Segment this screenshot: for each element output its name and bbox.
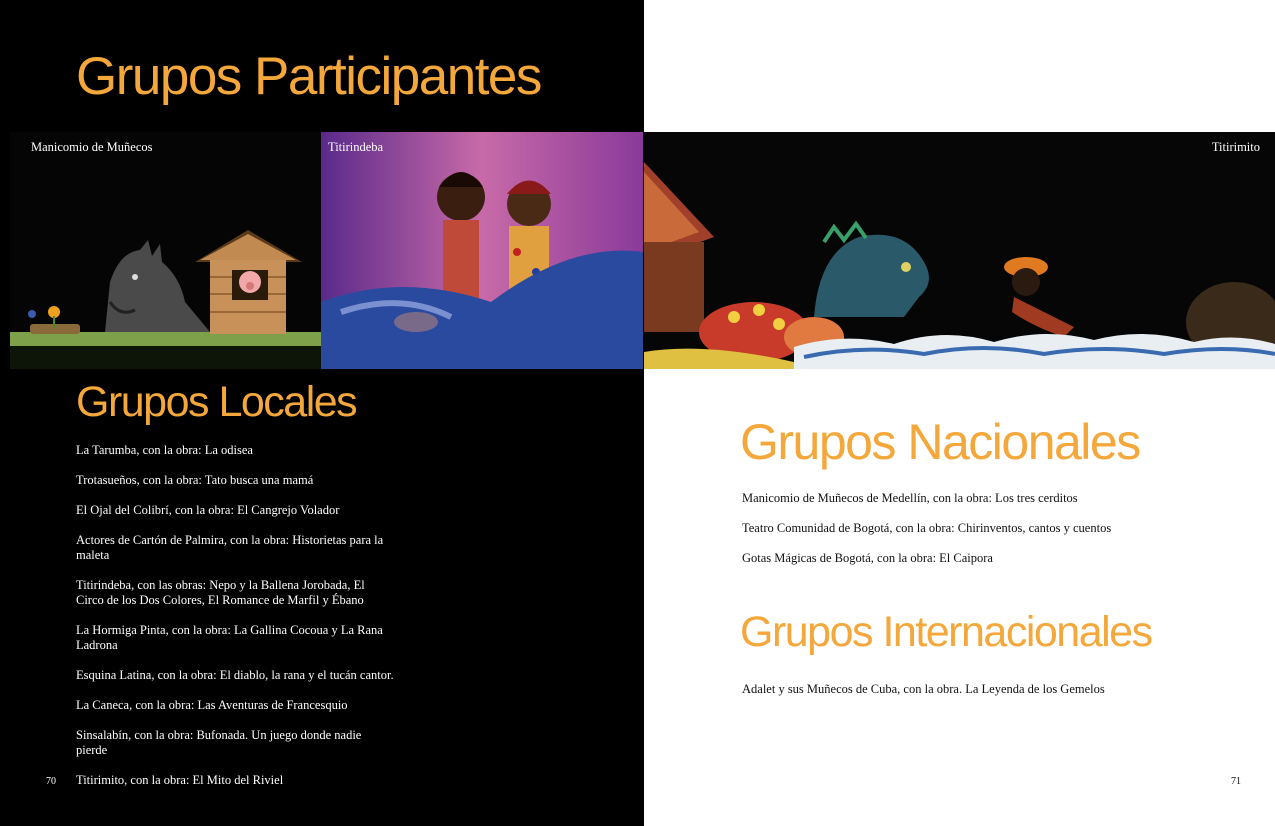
list-item: Manicomio de Muñecos de Medellín, con la obra: Los tres cerditos xyxy=(742,491,1078,505)
section-title-locales: Grupos Locales xyxy=(76,378,357,426)
section-title-internacionales: Grupos Internacionales xyxy=(740,608,1152,656)
list-item: Titirindeba, con las obras: Nepo y la Ballena Jorobada, El Circo de los Dos Colores, El Romance de Marfil y Ébano xyxy=(76,578,365,607)
section-title-nacionales: Grupos Nacionales xyxy=(740,414,1140,470)
photo-caption: Manicomio de Muñecos xyxy=(31,140,153,154)
photo-manicomio-de-munecos xyxy=(10,132,321,369)
list-item: Esquina Latina, con la obra: El diablo, la rana y el tucán cantor. xyxy=(76,668,394,682)
page-title: Grupos Participantes xyxy=(76,47,541,106)
list-item: La Caneca, con la obra: Las Aventuras de Francesquio xyxy=(76,698,348,712)
list-item: Titirimito, con la obra: El Mito del Riviel xyxy=(76,773,284,787)
list-item: Sinsalabín, con la obra: Bufonada. Un juego donde nadie pierde xyxy=(76,728,362,757)
page-number-left: 70 xyxy=(46,776,56,787)
page-number-right: 71 xyxy=(1231,776,1241,787)
list-item: Gotas Mágicas de Bogotá, con la obra: El Caipora xyxy=(742,551,993,565)
photo-caption: Titirimito xyxy=(1211,140,1260,154)
puppet-river-scene-image xyxy=(644,132,1275,369)
photo-titirimito xyxy=(644,132,1275,369)
photo-titirindeba xyxy=(321,132,643,369)
list-item: El Ojal del Colibrí, con la obra: El Cangrejo Volador xyxy=(76,503,340,517)
puppet-couple-image xyxy=(321,132,643,369)
list-item: Adalet y sus Muñecos de Cuba, con la obra. La Leyenda de los Gemelos xyxy=(742,682,1105,696)
photo-caption: Titirindeba xyxy=(328,140,384,154)
puppet-wolf-pig-image xyxy=(10,132,321,369)
list-item: Trotasueños, con la obra: Tato busca una mamá xyxy=(76,473,314,487)
right-page xyxy=(644,0,1275,826)
nacionales-list xyxy=(742,491,1202,581)
internacionales-list xyxy=(742,682,1202,697)
list-item: Teatro Comunidad de Bogotá, con la obra: Chirinventos, cantos y cuentos xyxy=(742,521,1112,535)
locales-list xyxy=(76,443,394,803)
list-item: La Tarumba, con la obra: La odisea xyxy=(76,443,253,457)
list-item: La Hormiga Pinta, con la obra: La Gallina Cocoua y La Rana Ladrona xyxy=(76,623,383,652)
list-item: Actores de Cartón de Palmira, con la obra: Historietas para la maleta xyxy=(76,533,384,562)
